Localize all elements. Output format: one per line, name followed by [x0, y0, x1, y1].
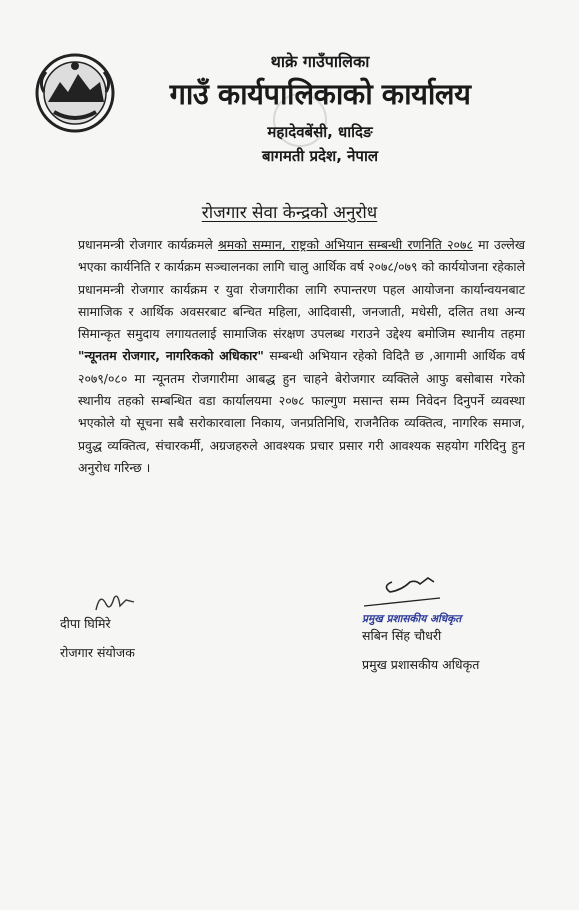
body-strategy-ref: श्रमको सम्मान, राष्ट्रको अभियान सम्बन्धी रणनिति २०७८ — [218, 237, 473, 252]
office-name: गाउँ कार्यपालिकाको कार्यालय — [169, 77, 471, 111]
signatory-right-name: सबिन सिंह चौधरी — [362, 628, 442, 643]
body-intro: प्रधानमन्त्री रोजगार कार्यक्रमले — [78, 237, 219, 252]
handwritten-signature-right — [362, 572, 452, 608]
body-campaign-name: "न्यूनतम रोजगार, नागरिकको अधिकार" — [78, 348, 264, 364]
official-stamp-text: प्रमुख प्रशासकीय अधिकृत — [362, 613, 462, 625]
signature-block-left — [60, 590, 220, 661]
signatory-right-title: प्रमुख प्रशासकीय अधिकृत — [362, 657, 480, 672]
address-line-1: महादेवबेंसी, धादिङ — [267, 123, 373, 141]
municipality-name: थाक्रे गाउँपालिका — [270, 52, 370, 71]
signature-block-right — [362, 572, 542, 673]
nepal-emblem-icon — [34, 52, 116, 134]
letter-subject: रोजगार सेवा केन्द्रको अनुरोध — [201, 203, 378, 223]
body-end: सम्बन्धी अभियान रहेको विदितै छ ,आगामी आर्थिक वर्ष २०७९/०८० मा न्यूनतम रोजगारीमा आबद्ध हुन चाहने बेरोजगार व्यक्तिले आफु बसोबास गरेको स्थानीय तहको सम्बन्धित वडा कार्यालयमा २०७८ फाल्गुण मसान्त सम्म निवेदन दिनुपर्ने व्यवस्था भएकोले यो सूचना सबै सरोकारवाला निकाय, जनप्रतिनिधि, राजनैतिक व्यक्तित्व, नागरिक समाज, प्रवुद्ध व्यक्तित्व, संचारकर्मी, अग्रजहरुले आवश्यक प्रचार प्रसार गरी आवश्यक सहयोग गरिदिनु हुन अनुरोध गरिन्छ । — [78, 348, 525, 475]
handwritten-signature-left — [60, 590, 140, 614]
letter-body — [78, 234, 525, 479]
address-line-2: बागमती प्रदेश, नेपाल — [261, 147, 379, 165]
signatory-left-title: रोजगार संयोजक — [60, 645, 135, 660]
body-middle: मा उल्लेख भएका कार्यनिति र कार्यक्रम सञ्चालनका लागि चालु आर्थिक वर्ष २०७८/०७९ को कार्ययोजना रहेकाले प्रधानमन्त्री रोजगार कार्यक्रम र युवा रोजगारीका लागि रुपान्तरण पहल आयोजना कार्यान्वयनबाट सामाजिक र आर्थिक अवसरबाट बन्चित महिला, आदिवासी, जनजाती, मधेसी, दलित तथा अन्य सिमान्कृत समुदाय लगायतलाई सामाजिक संरक्षण उपलब्ध गराउने उद्देश्य बमोजिम स्थानीय तहमा — [78, 237, 525, 342]
signatory-left-name: दीपा घिमिरे — [60, 616, 111, 631]
